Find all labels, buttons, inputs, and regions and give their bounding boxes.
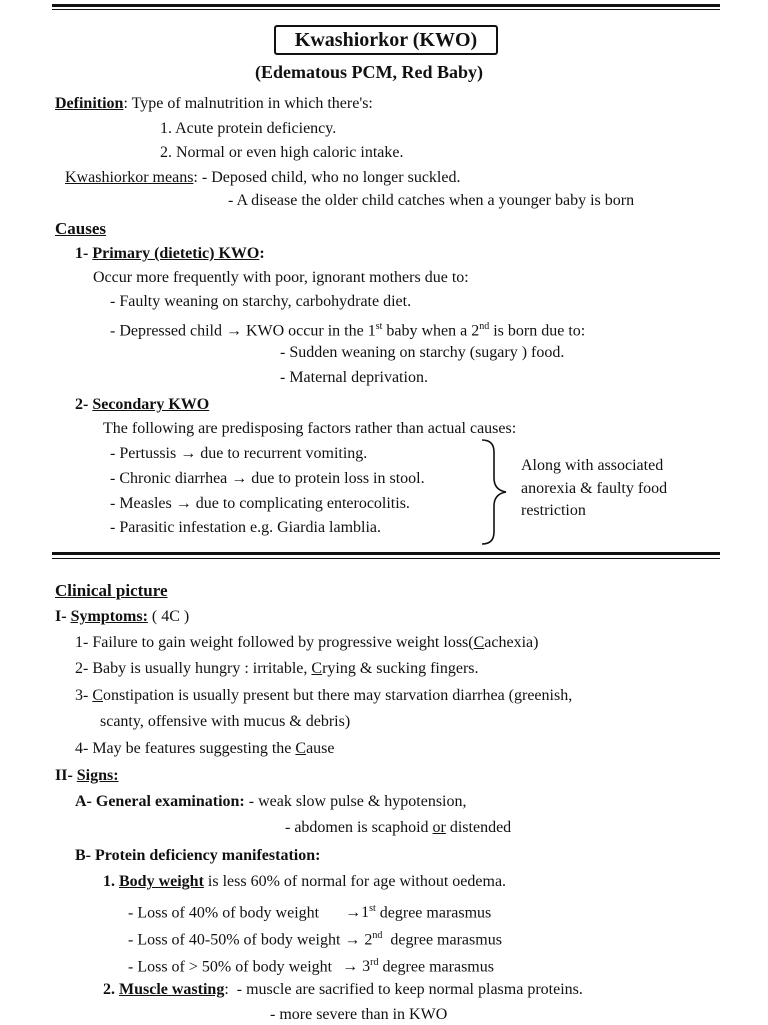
secondary-note-2: anorexia & faulty food [521, 480, 668, 497]
top-rule [52, 4, 720, 7]
definition-item-2: 2. Normal or even high caloric intake. [160, 144, 404, 161]
secondary-item-1: - Pertussis → due to recurrent vomiting. [110, 445, 368, 462]
symptom-3-rest: onstipation is usually present but there may starvation diarrhea (greenish, [103, 687, 573, 704]
loss-2-sup: nd [372, 930, 383, 941]
symptom-1-c: C [473, 634, 485, 651]
body-weight-number: 1. [103, 873, 119, 890]
secondary-number: 2- [75, 396, 93, 413]
loss-1-sup: st [369, 903, 376, 914]
signs-heading [55, 766, 119, 786]
signs-label: Signs: [76, 767, 119, 784]
secondary-item-3: - Measles → due to complicating enterocolitis. [110, 495, 410, 512]
definition-line [55, 94, 373, 114]
symptom-1-rest: achexia) [484, 634, 539, 651]
section-divider [52, 552, 720, 555]
title-box [274, 25, 498, 55]
body-weight-line [103, 872, 506, 892]
symptom-3-continued: scanty, offensive with mucus & debris) [100, 713, 351, 730]
general-exam-2-or: or [432, 819, 446, 836]
means-label: Kwashiorkor means [65, 169, 194, 186]
muscle-wasting-2: - more severe than in KWO [270, 1006, 448, 1023]
symptoms-label: Symptoms: [70, 608, 148, 625]
loss-line-1 [128, 899, 491, 923]
muscle-wasting-number: 2. [103, 981, 119, 998]
primary-item-2-a: - Depressed child → KWO occur in the 1 [110, 322, 376, 340]
secondary-note-3: restriction [521, 502, 586, 519]
primary-item-2-b: baby when a 2 [382, 322, 480, 340]
clinical-heading: Clinical picture [55, 581, 168, 600]
symptoms-suffix: ( 4C ) [147, 608, 190, 625]
primary-item-2 [110, 317, 585, 341]
signs-number: II- [55, 767, 77, 784]
symptom-2-text: 2- Baby is usually hungry : irritable, [75, 660, 312, 677]
primary-sub-1: - Sudden weaning on starchy (sugary ) food. [280, 344, 565, 361]
symptom-3-text: 3- [75, 687, 93, 704]
loss-1-text: - Loss of 40% of body weight [128, 904, 320, 922]
secondary-item-2: - Chronic diarrhea → due to protein loss in stool. [110, 470, 425, 487]
symptom-3-c: C [92, 687, 103, 704]
primary-sub-2: - Maternal deprivation. [280, 369, 428, 386]
symptom-1-text: 1- Failure to gain weight followed by progressive weight loss( [75, 634, 474, 651]
muscle-wasting-label: Muscle wasting [119, 981, 225, 998]
definition-text: : Type of malnutrition in which there's: [123, 95, 373, 112]
muscle-wasting-line [103, 980, 583, 1000]
primary-number: 1- [75, 245, 93, 262]
definition-item-1: 1. Acute protein deficiency. [160, 120, 337, 137]
loss-1-arrow: →1 [345, 904, 370, 922]
primary-item-2-c: is born due to: [489, 322, 586, 340]
body-weight-text: is less 60% of normal for age without oedema. [203, 873, 507, 890]
primary-item-2-sup-1: st [375, 321, 383, 332]
symptom-4-c: C [295, 740, 307, 757]
symptom-4-text: 4- May be features suggesting the [75, 740, 296, 757]
symptom-2-rest: rying & sucking fingers. [322, 660, 479, 677]
primary-item-2-sup-2: nd [479, 321, 490, 332]
primary-heading [75, 244, 265, 264]
causes-heading: Causes [55, 219, 107, 238]
muscle-wasting-text: : - muscle are sacrified to keep normal plasma proteins. [224, 981, 583, 998]
symptoms-number: I- [55, 608, 71, 625]
loss-2-text: - Loss of 40-50% of body weight → 2 [128, 931, 373, 949]
secondary-intro: The following are predisposing factors rather than actual causes: [103, 420, 517, 437]
general-exam-2-rest: distended [445, 819, 512, 836]
primary-intro: Occur more frequently with poor, ignorant mothers due to: [93, 269, 469, 286]
general-exam-1: - weak slow pulse & hypotension, [244, 793, 467, 810]
means-text-2: - A disease the older child catches when a younger baby is born [228, 192, 635, 209]
symptom-1 [75, 633, 538, 653]
general-exam-line [75, 792, 467, 812]
loss-3-sup: rd [370, 957, 379, 968]
general-exam-2-text: - abdomen is scaphoid [285, 819, 433, 836]
symptoms-heading [55, 607, 189, 627]
symptom-2 [75, 659, 479, 679]
page-title: Kwashiorkor (KWO) [294, 29, 478, 51]
symptom-2-c: C [311, 660, 323, 677]
subtitle: (Edematous PCM, Red Baby) [255, 62, 483, 82]
section-divider-thin [52, 558, 720, 559]
loss-line-2 [128, 926, 502, 950]
secondary-note-1: Along with associated [521, 457, 664, 474]
means-text-1: : - Deposed child, who no longer suckled. [193, 169, 461, 186]
body-weight-label: Body weight [119, 873, 204, 890]
primary-label: Primary (dietetic) KWO [92, 245, 260, 262]
loss-line-3 [128, 953, 494, 977]
primary-item-1: - Faulty weaning on starchy, carbohydrate diet. [110, 293, 412, 310]
loss-3-degree: degree marasmus [378, 958, 494, 976]
symptom-4 [75, 739, 335, 759]
symptom-3 [75, 686, 572, 706]
protein-heading: B- Protein deficiency manifestation: [75, 847, 321, 864]
general-exam-2 [285, 818, 511, 838]
loss-2-degree: degree marasmus [382, 931, 502, 949]
secondary-label: Secondary KWO [92, 396, 210, 413]
loss-1-degree: degree marasmus [375, 904, 492, 922]
symptom-4-rest: ause [306, 740, 335, 757]
loss-3-text: - Loss of > 50% of body weight [128, 958, 337, 976]
primary-colon: : [259, 245, 265, 262]
secondary-item-4: - Parasitic infestation e.g. Giardia lamblia. [110, 519, 382, 536]
curly-brace [478, 438, 514, 546]
definition-label: Definition [55, 95, 124, 112]
general-exam-label: A- General examination: [75, 793, 245, 810]
means-line [65, 168, 460, 188]
loss-3-arrow: → 3 [342, 958, 371, 976]
secondary-heading [75, 395, 209, 415]
top-rule-thin [52, 9, 720, 10]
